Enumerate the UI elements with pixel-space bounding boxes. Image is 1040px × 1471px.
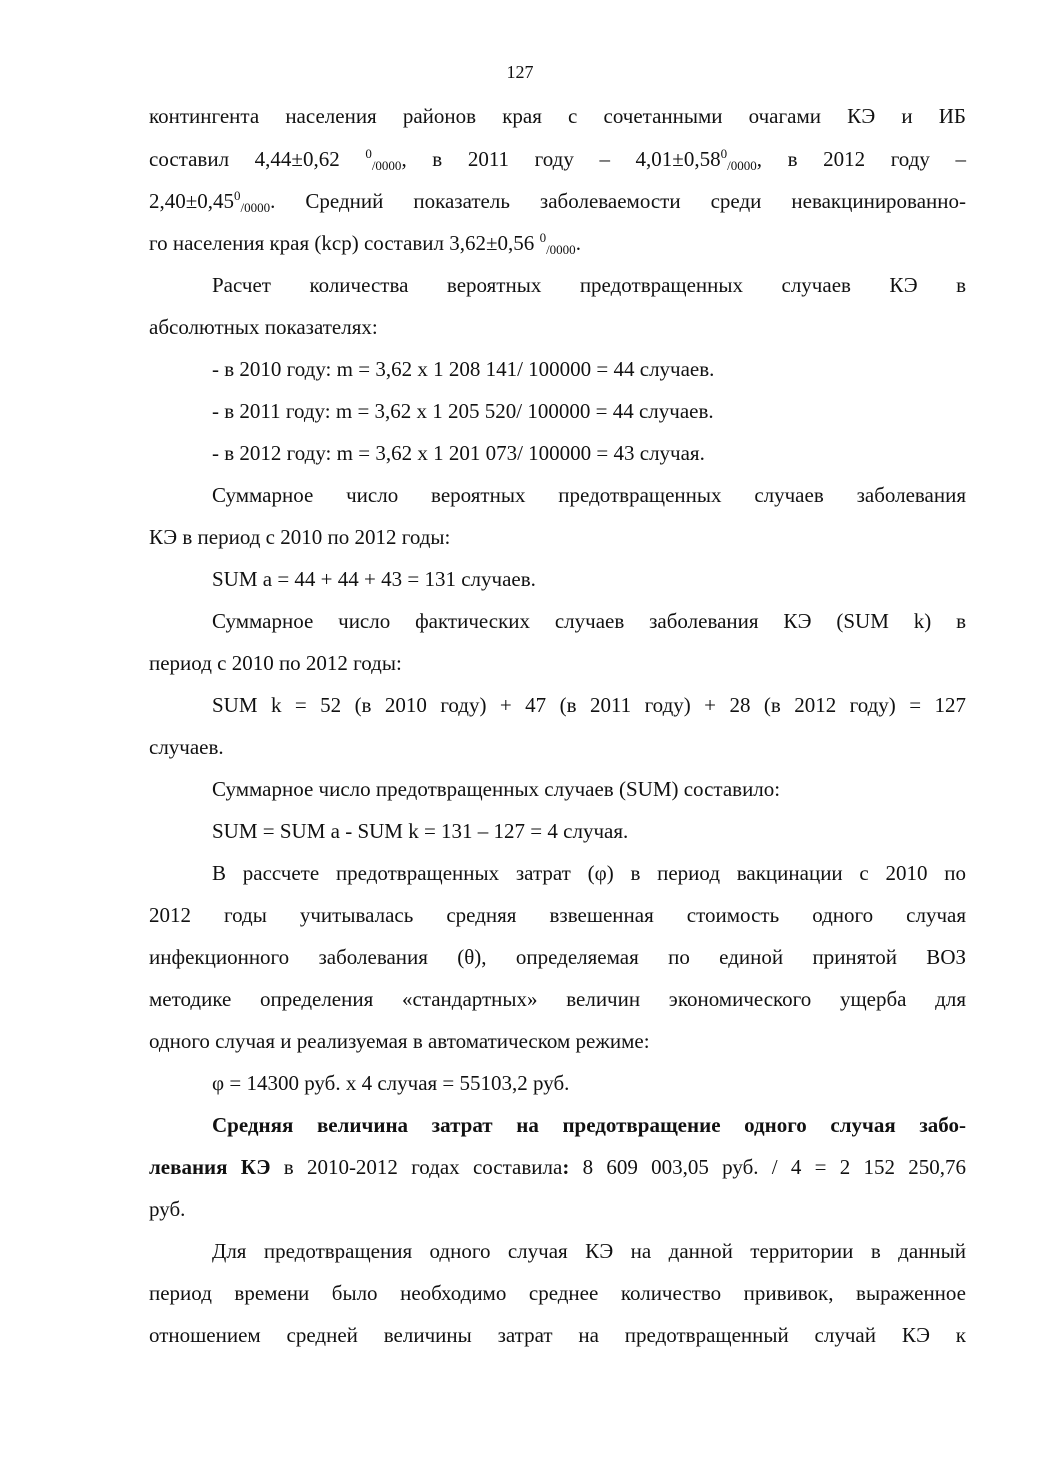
text-line: инфекционного заболевания (θ), определяемая по единой принятой ВОЗ xyxy=(149,945,966,969)
text-line: период времени было необходимо среднее количество прививок, выраженное xyxy=(149,1281,966,1305)
text-line: Для предотвращения одного случая КЭ на данной территории в данный xyxy=(212,1239,966,1263)
text-line: Средняя величина затрат на предотвращение одного случая забо- xyxy=(212,1113,966,1137)
text-line: руб. xyxy=(149,1197,186,1221)
text-line: левания КЭ в 2010-2012 годах составила: 8 609 003,05 руб. / 4 = 2 152 250,76 xyxy=(149,1155,967,1179)
text-line: Суммарное число предотвращенных случаев (SUM) составило: xyxy=(212,777,781,801)
text-line: Суммарное число фактических случаев заболевания КЭ (SUM k) в xyxy=(212,609,966,633)
text-line: Расчет количества вероятных предотвращенных случаев КЭ в xyxy=(212,273,966,297)
text-line: составил 4,44±0,62 $^0_{/0000}$, в 2011 году – $4,01\pm 0,58^0_{/0000}$, в 2012 году – xyxy=(149,146,967,173)
text-line: го населения края (kср) составил 3,62±0,56 $^0_{/0000}$. xyxy=(149,230,581,257)
text-line: SUM а = 44 + 44 + 43 = 131 случаев. xyxy=(212,567,536,591)
text-line: контингента населения районов края с сочетанными очагами КЭ и ИБ xyxy=(149,104,966,128)
text-line: φ = 14300 руб. х 4 случая = 55103,2 руб. xyxy=(212,1071,570,1095)
text-line: - в 2011 году: m = 3,62 х 1 205 520/ 100000 = 44 случаев. xyxy=(212,399,714,423)
text-line: В рассчете предотвращенных затрат (φ) в период вакцинации с 2010 по xyxy=(212,861,966,885)
page-number: 127 xyxy=(506,62,534,82)
text-line: - в 2010 году: m = 3,62 х 1 208 141/ 100000 = 44 случаев. xyxy=(212,357,715,381)
text-line: одного случая и реализуемая в автоматическом режиме: xyxy=(149,1029,650,1053)
text-line: 2012 годы учитывалась средняя взвешенная стоимость одного случая xyxy=(149,903,966,927)
text-line: SUM = SUM а - SUM k = 131 – 127 = 4 случая. xyxy=(212,819,629,843)
text-line: SUM k = 52 (в 2010 году) + 47 (в 2011 году) + 28 (в 2012 году) = 127 xyxy=(212,693,966,717)
text-line: случаев. xyxy=(149,735,224,759)
text-line: - в 2012 году: m = 3,62 х 1 201 073/ 100000 = 43 случая. xyxy=(212,441,705,465)
text-line: абсолютных показателях: xyxy=(149,315,378,339)
text-line: методике определения «стандартных» величин экономического ущерба для xyxy=(149,987,966,1011)
text-line: $2,40\pm 0,45^0_{/0000}$. Средний показатель заболеваемости среди невакцинированно- xyxy=(149,188,966,215)
text-line: отношением средней величины затрат на предотвращенный случай КЭ к xyxy=(149,1323,966,1347)
text-line: КЭ в период с 2010 по 2012 годы: xyxy=(149,525,451,549)
text-line: Суммарное число вероятных предотвращенных случаев заболевания xyxy=(212,483,966,507)
text-line: период с 2010 по 2012 годы: xyxy=(149,651,402,675)
